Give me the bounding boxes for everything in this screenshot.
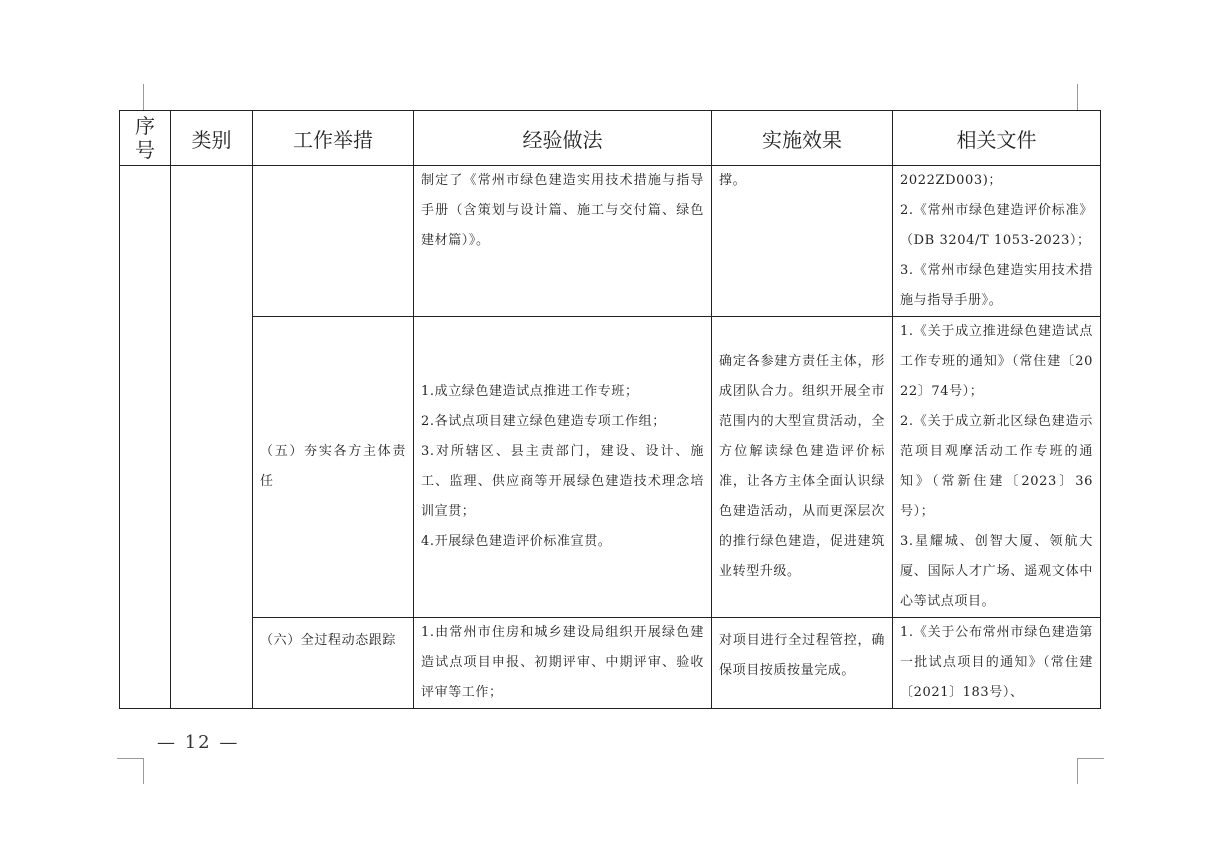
docs-cell — [893, 166, 1101, 317]
practice-line: 制定了《常州市绿色建造实用技术措施与指导手册（含策划与设计篇、施工与交付篇、绿色建材篇）》。 — [421, 173, 704, 248]
docs-cell — [893, 618, 1101, 709]
practice-cell — [414, 166, 712, 317]
measure-cell — [253, 166, 414, 317]
doc-line: 2.《关于成立新北区绿色建造示范项目观摩活动工作专班的通知》（常新住建〔2023〕36号）； — [900, 414, 1093, 519]
doc-line: 1.《关于公布常州市绿色建造第一批试点项目的通知》（常住建〔2021〕183号）、 — [900, 625, 1093, 700]
seq-cell — [120, 166, 171, 709]
practice-cell — [414, 317, 712, 618]
doc-line: 3.《常州市绿色建造实用技术措施与指导手册》。 — [900, 263, 1093, 308]
header-category: 类别 — [171, 111, 253, 166]
header-docs: 相关文件 — [893, 111, 1101, 166]
doc-line: 1.《关于成立推进绿色建造试点工作专班的通知》（常住建〔2022〕74号）； — [900, 324, 1093, 399]
table-row — [120, 317, 1101, 618]
docs-cell — [893, 317, 1101, 618]
measure-cell: （六）全过程动态跟踪 — [253, 618, 414, 709]
crop-mark-bottom-left-h — [117, 758, 144, 759]
crop-mark-bottom-left-v — [143, 758, 144, 784]
practice-line: 1.成立绿色建造试点推进工作专班； — [421, 384, 639, 399]
practice-line: 4.开展绿色建造评价标准宣贯。 — [421, 534, 612, 549]
practice-line: 3.对所辖区、县主责部门，建设、设计、施工、监理、供应商等开展绿色建造技术理念培训宣贯； — [421, 444, 704, 519]
table-header-row — [120, 111, 1101, 166]
crop-mark-bottom-right-v — [1077, 758, 1078, 784]
table-row — [120, 618, 1101, 709]
crop-mark-top-right — [1077, 84, 1078, 110]
effect-cell: 撑。 — [712, 166, 893, 317]
header-effect: 实施效果 — [712, 111, 893, 166]
effect-cell: 确定各参建方责任主体，形成团队合力。组织开展全市范围内的大型宣贯活动，全方位解读绿色建造评价标准，让各方主体全面认识绿色建造活动，从而更深层次的推行绿色建造，促进建筑业转型升级。 — [712, 317, 893, 618]
practice-line: 1.由常州市住房和城乡建设局组织开展绿色建造试点项目申报、初期评审、中期评审、验收评审等工作； — [421, 625, 704, 700]
header-seq: 序号 — [120, 111, 171, 166]
header-practice: 经验做法 — [414, 111, 712, 166]
crop-mark-bottom-right-h — [1077, 758, 1104, 759]
practice-cell — [414, 618, 712, 709]
doc-line: 2.《常州市绿色建造评价标准》（DB 3204/T 1053-2023）； — [900, 203, 1093, 248]
doc-line: 3.星耀城、创智大厦、领航大厦、国际人才广场、遥观文体中心等试点项目。 — [900, 534, 1093, 609]
measure-cell: （五）夯实各方主体责任 — [253, 317, 414, 618]
measures-table — [119, 110, 1101, 709]
crop-mark-top-left — [143, 84, 144, 110]
practice-line: 2.各试点项目建立绿色建造专项工作组； — [421, 414, 666, 429]
effect-cell: 对项目进行全过程管控，确保项目按质按量完成。 — [712, 618, 893, 709]
page-number: — 12 — — [157, 732, 240, 753]
header-measure: 工作举措 — [253, 111, 414, 166]
doc-line: 2022ZD003)； — [900, 173, 1003, 188]
table-row — [120, 166, 1101, 317]
category-cell — [171, 166, 253, 709]
